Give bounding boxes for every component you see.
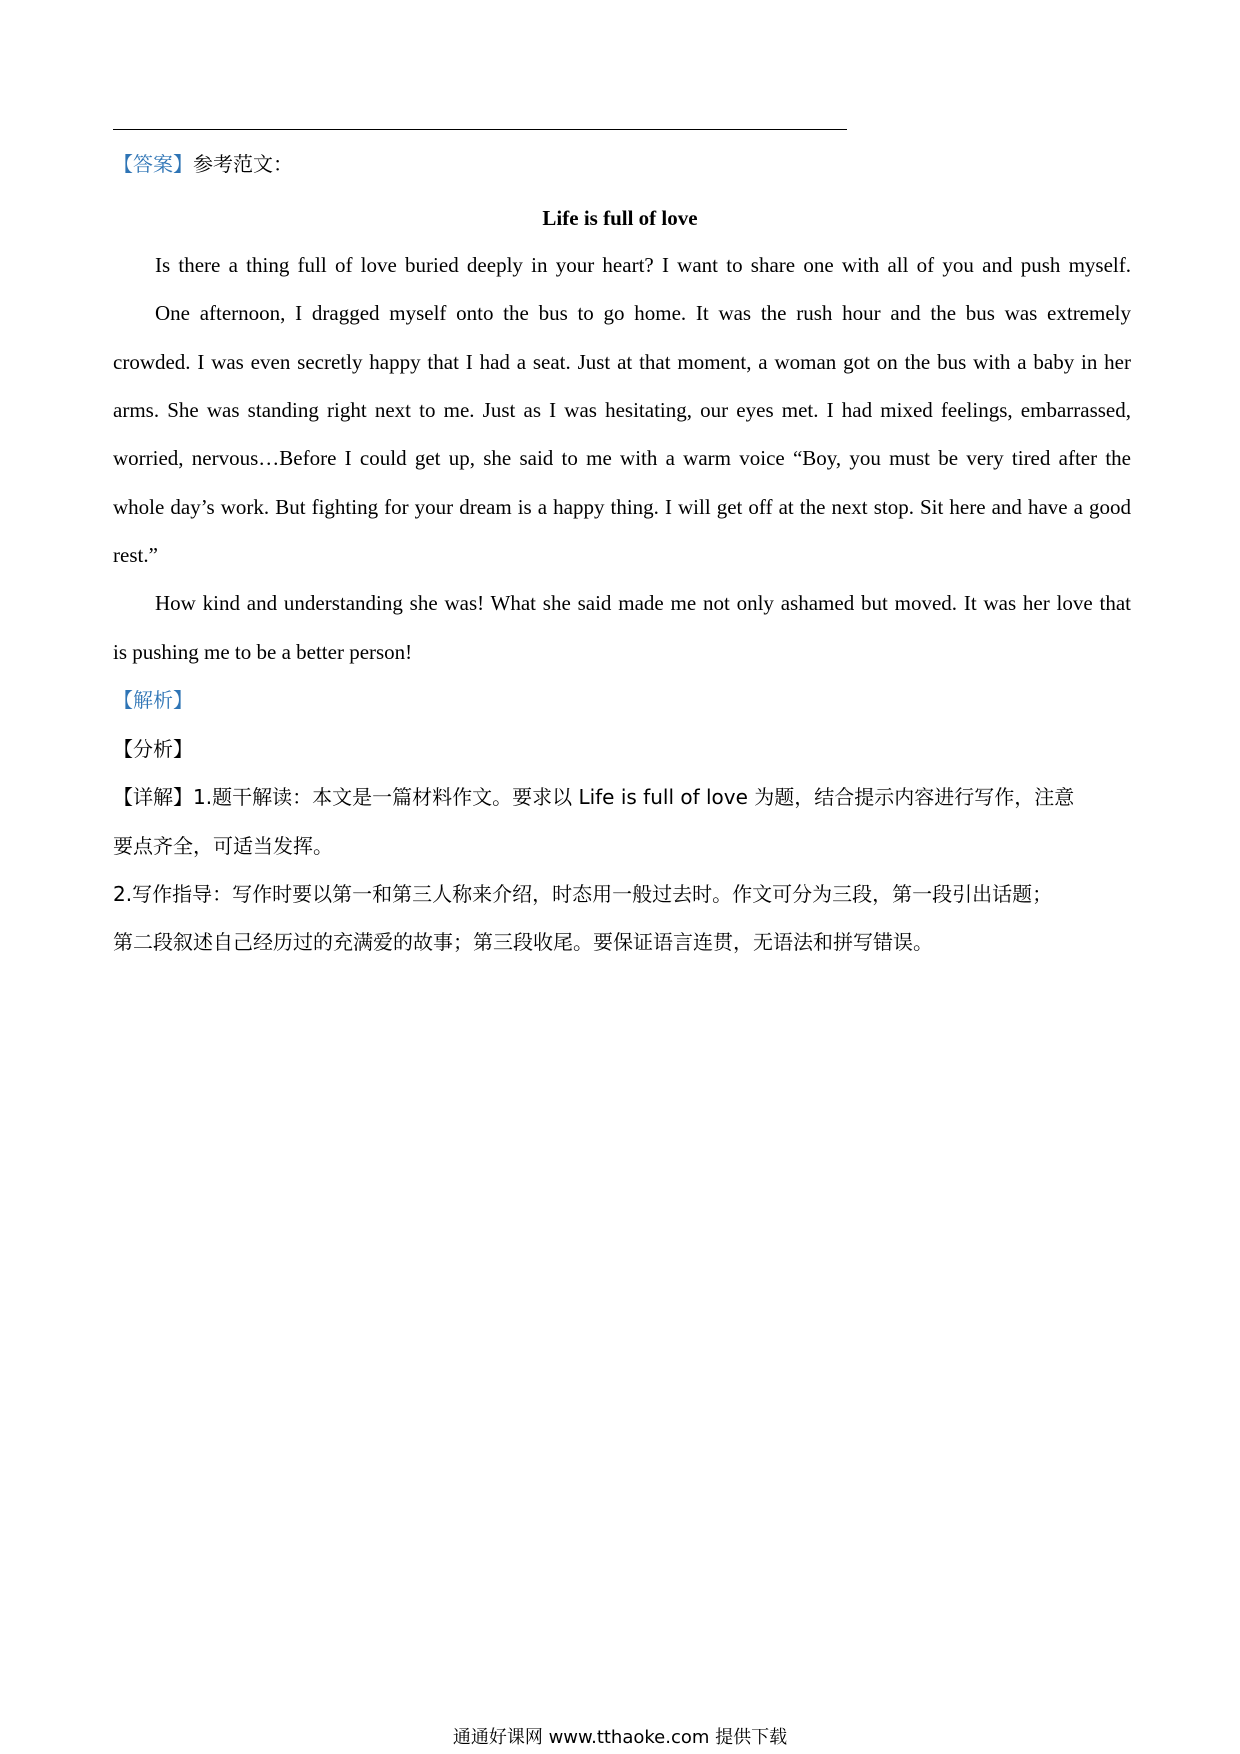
- essay-line: Is there a thing full of love buried deeply in your heart? I want to share one with all of you and push myself.: [155, 253, 1131, 277]
- essay-line: rest.”: [113, 543, 158, 567]
- essay-line: crowded. I was even secretly happy that I had a seat. Just at that moment, a woman got on the bus with a baby in her: [113, 350, 1131, 374]
- detail-line-3: 2.写作指导：写作时要以第一和第三人称来介绍，时态用一般过去时。作文可分为三段，第一段引出话题；: [113, 882, 1053, 906]
- detail-label: 【详解】: [113, 785, 193, 809]
- detail-line-2: 要点齐全，可适当发挥。: [113, 834, 333, 858]
- detail-line-1: [113, 783, 1074, 811]
- detail-line-4: 第二段叙述自己经历过的充满爱的故事；第三段收尾。要保证语言连贯，无语法和拼写错误。: [113, 930, 933, 954]
- page-footer: 通通好课网 www.tthaoke.com 提供下载: [452, 1727, 788, 1748]
- fenxi-label: 【分析】: [113, 737, 193, 761]
- top-divider: [113, 129, 847, 130]
- essay-title: Life is full of love: [542, 206, 698, 230]
- essay-line: is pushing me to be a better person!: [113, 640, 413, 664]
- answer-line: [113, 150, 293, 178]
- essay-line: arms. She was standing right next to me. Just as I was hesitating, our eyes met. I had mixed feelings, embarrassed,: [113, 398, 1131, 422]
- essay-line: worried, nervous…Before I could get up, she said to me with a warm voice “Boy, you must be very tired after the: [113, 446, 1131, 470]
- detail-text: 1.题干解读：本文是一篇材料作文。要求以 Life is full of love 为题，结合提示内容进行写作，注意: [193, 785, 1075, 809]
- answer-tag: 【答案】: [113, 152, 193, 176]
- essay-line: whole day’s work. But fighting for your dream is a happy thing. I will get off at the next stop. Sit here and have a good: [113, 495, 1131, 519]
- essay-line: One afternoon, I dragged myself onto the bus to go home. It was the rush hour and the bus was extremely: [155, 301, 1131, 325]
- analysis-tag: 【解析】: [113, 688, 193, 712]
- answer-text: 参考范文：: [193, 152, 293, 176]
- essay-line: How kind and understanding she was! What she said made me not only ashamed but moved. It was her love that: [155, 591, 1131, 615]
